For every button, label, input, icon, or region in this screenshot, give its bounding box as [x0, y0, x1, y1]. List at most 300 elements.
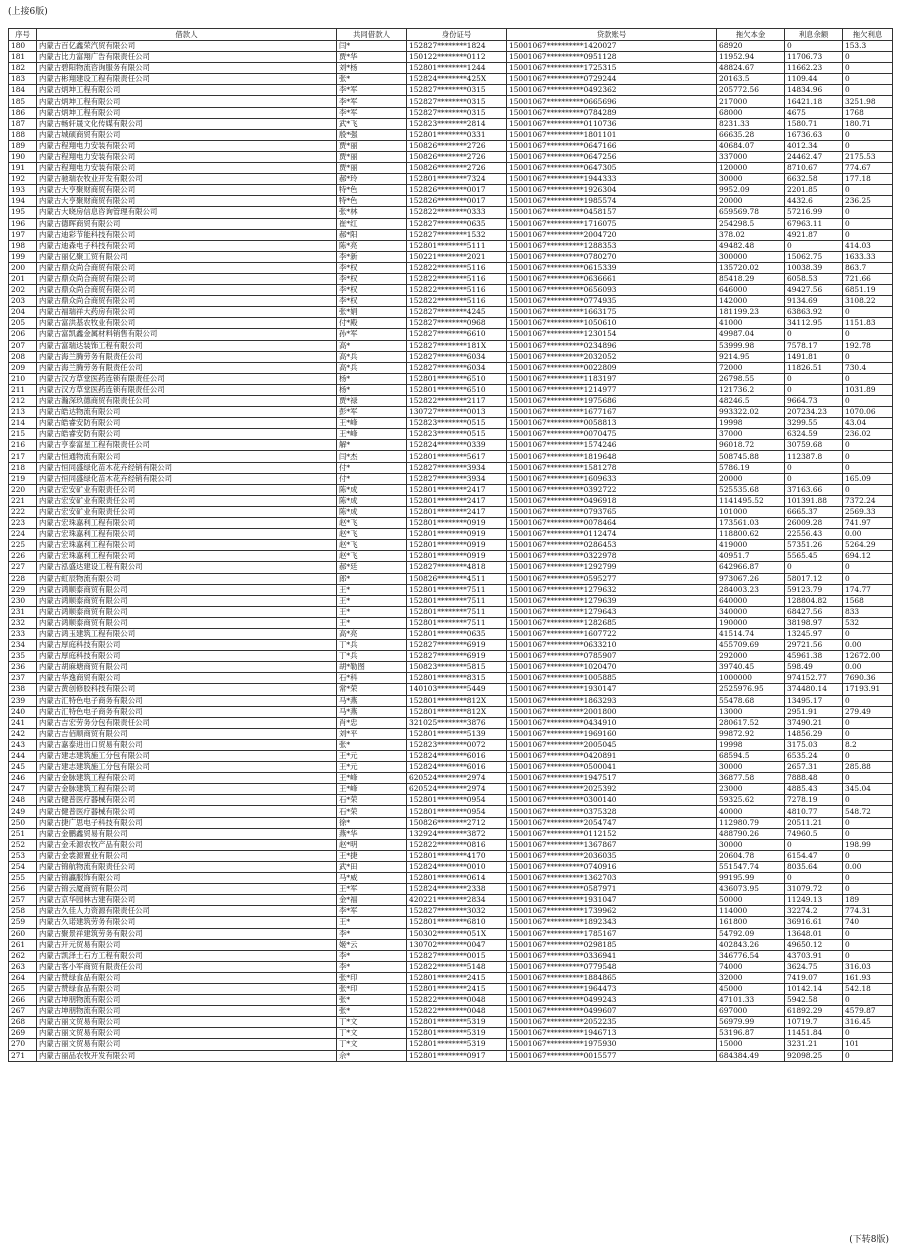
table-row — [9, 373, 893, 384]
cell-seq: 260 — [9, 928, 37, 939]
cell-seq: 218 — [9, 462, 37, 473]
cell-overdue-interest: 285.88 — [843, 762, 893, 773]
cell-overdue-interest: 12672.00 — [843, 651, 893, 662]
cell-overdue-interest: 316.45 — [843, 1017, 893, 1028]
cell-overdue-principal: 697000 — [717, 1006, 785, 1017]
cell-overdue-interest: 279.49 — [843, 706, 893, 717]
table-row — [9, 63, 893, 74]
cell-id-number: 152822********0048 — [407, 1006, 507, 1017]
cell-borrower: 内蒙古海兰腾劳务有限责任公司 — [37, 362, 337, 373]
cell-loan-account: 15001067**********1005885 — [507, 673, 717, 684]
cell-co-borrower: 丁*文 — [337, 1017, 407, 1028]
table-row — [9, 906, 893, 917]
cell-borrower: 内蒙古丽文贸易有限公司 — [37, 1028, 337, 1039]
cell-interest-balance: 7578.17 — [785, 340, 843, 351]
table-row — [9, 74, 893, 85]
cell-overdue-interest: 542.18 — [843, 983, 893, 994]
cell-overdue-interest: 1768 — [843, 107, 893, 118]
cell-seq: 229 — [9, 584, 37, 595]
table-row — [9, 240, 893, 251]
table-row — [9, 817, 893, 828]
cell-id-number: 152827********0968 — [407, 318, 507, 329]
table-row — [9, 1039, 893, 1050]
cell-id-number: 152801********5319 — [407, 1017, 507, 1028]
cell-overdue-interest: 8.2 — [843, 739, 893, 750]
cell-seq: 237 — [9, 673, 37, 684]
cell-id-number: 152827********6610 — [407, 329, 507, 340]
cell-loan-account: 15001067**********2004720 — [507, 229, 717, 240]
cell-seq: 204 — [9, 307, 37, 318]
cell-co-borrower: 特*色 — [337, 185, 407, 196]
cell-co-borrower: 石*荣 — [337, 806, 407, 817]
cell-seq: 270 — [9, 1039, 37, 1050]
cell-id-number: 152823********0072 — [407, 739, 507, 750]
cell-borrower: 内蒙古华逸商贸有限公司 — [37, 673, 337, 684]
cell-overdue-interest: 236.02 — [843, 429, 893, 440]
cell-overdue-principal: 280617.52 — [717, 717, 785, 728]
cell-overdue-principal: 161800 — [717, 917, 785, 928]
cell-interest-balance: 43703.91 — [785, 950, 843, 961]
cell-id-number: 152827********0635 — [407, 218, 507, 229]
table-row — [9, 440, 893, 451]
cell-loan-account: 15001067**********1607722 — [507, 628, 717, 639]
cell-overdue-interest: 0 — [843, 695, 893, 706]
cell-interest-balance: 9134.69 — [785, 296, 843, 307]
cell-seq: 266 — [9, 995, 37, 1006]
table-row — [9, 518, 893, 529]
cell-seq: 184 — [9, 85, 37, 96]
cell-overdue-principal: 254298.5 — [717, 218, 785, 229]
cell-seq: 232 — [9, 617, 37, 628]
cell-overdue-interest: 833 — [843, 606, 893, 617]
cell-id-number: 152826********0017 — [407, 185, 507, 196]
cell-overdue-principal: 9214.95 — [717, 351, 785, 362]
cell-overdue-interest: 192.78 — [843, 340, 893, 351]
cell-loan-account: 15001067**********1716075 — [507, 218, 717, 229]
cell-loan-account: 15001067**********1975930 — [507, 1039, 717, 1050]
cell-co-borrower: 李*军 — [337, 906, 407, 917]
cell-co-borrower: 郎* — [337, 573, 407, 584]
cell-overdue-interest: 1568 — [843, 595, 893, 606]
cell-borrower: 内蒙古宏珠嘉利工程有限公司 — [37, 529, 337, 540]
cell-overdue-principal: 20000 — [717, 473, 785, 484]
cell-borrower: 内蒙古百亿鑫荣汽贸有限公司 — [37, 41, 337, 52]
table-row — [9, 96, 893, 107]
cell-co-borrower: 殷*强 — [337, 129, 407, 140]
cell-overdue-principal: 11952.94 — [717, 52, 785, 63]
cell-co-borrower: 高*亮 — [337, 628, 407, 639]
cell-borrower: 内蒙古锦瀛服饰有限公司 — [37, 873, 337, 884]
cell-co-borrower: 李*军 — [337, 107, 407, 118]
cell-overdue-principal: 48246.5 — [717, 396, 785, 407]
cell-overdue-principal: 118800.62 — [717, 529, 785, 540]
cell-co-borrower: 陈*亮 — [337, 240, 407, 251]
table-row — [9, 828, 893, 839]
cell-co-borrower: 王*峰 — [337, 784, 407, 795]
cell-id-number: 152801********7511 — [407, 617, 507, 628]
cell-loan-account: 15001067**********1050610 — [507, 318, 717, 329]
table-row — [9, 273, 893, 284]
table-row — [9, 795, 893, 806]
header-loan-account: 贷款账号 — [507, 29, 717, 41]
cell-overdue-principal: 402843.26 — [717, 939, 785, 950]
cell-seq: 269 — [9, 1028, 37, 1039]
cell-loan-account: 15001067**********1975686 — [507, 396, 717, 407]
cell-id-number: 140103********5449 — [407, 684, 507, 695]
cell-overdue-principal: 5786.19 — [717, 462, 785, 473]
cell-interest-balance: 58017.12 — [785, 573, 843, 584]
cell-borrower: 内蒙古锦航物流有限责任公司 — [37, 861, 337, 872]
cell-seq: 223 — [9, 518, 37, 529]
table-row — [9, 351, 893, 362]
table-body — [9, 41, 893, 1062]
cell-co-borrower: 胡*勒图 — [337, 662, 407, 673]
table-row — [9, 928, 893, 939]
cell-borrower: 内蒙古金鹏鑫贸易有限公司 — [37, 828, 337, 839]
cell-interest-balance: 13245.97 — [785, 628, 843, 639]
table-row — [9, 118, 893, 129]
table-row — [9, 229, 893, 240]
cell-borrower: 内蒙古京华园林古建有限公司 — [37, 895, 337, 906]
table-row — [9, 873, 893, 884]
cell-interest-balance: 31079.72 — [785, 884, 843, 895]
cell-overdue-principal: 59325.62 — [717, 795, 785, 806]
cell-interest-balance: 1491.81 — [785, 351, 843, 362]
cell-borrower: 内蒙古富洪基农牧业有限公司 — [37, 318, 337, 329]
cell-overdue-interest: 0 — [843, 207, 893, 218]
cell-borrower: 内蒙古宏珠嘉利工程有限公司 — [37, 551, 337, 562]
table-row — [9, 462, 893, 473]
cell-overdue-interest: 6851.19 — [843, 285, 893, 296]
cell-id-number: 152801********7324 — [407, 174, 507, 185]
cell-seq: 221 — [9, 495, 37, 506]
cell-overdue-interest: 0 — [843, 484, 893, 495]
table-row — [9, 662, 893, 673]
cell-overdue-interest: 0 — [843, 628, 893, 639]
cell-seq: 228 — [9, 573, 37, 584]
cell-borrower: 内蒙古恒同盛绿化苗木花卉经销有限公司 — [37, 473, 337, 484]
cell-borrower: 内蒙古久佳人力资源有限责任公司 — [37, 906, 337, 917]
cell-seq: 193 — [9, 185, 37, 196]
cell-id-number: 152827********3032 — [407, 906, 507, 917]
cell-overdue-principal: 50000 — [717, 895, 785, 906]
cell-seq: 192 — [9, 174, 37, 185]
cell-overdue-interest: 0 — [843, 751, 893, 762]
cell-seq: 210 — [9, 373, 37, 384]
cell-loan-account: 15001067**********2052235 — [507, 1017, 717, 1028]
cell-interest-balance: 0 — [785, 839, 843, 850]
cell-borrower: 内蒙古黄创修胶科技有限公司 — [37, 684, 337, 695]
cell-overdue-interest: 0 — [843, 995, 893, 1006]
cell-overdue-interest: 3108.22 — [843, 296, 893, 307]
cell-loan-account: 15001067**********1609633 — [507, 473, 717, 484]
cell-overdue-interest: 0 — [843, 129, 893, 140]
cell-borrower: 内蒙古迪彩节能科技有限公司 — [37, 229, 337, 240]
cell-seq: 197 — [9, 229, 37, 240]
cell-overdue-principal: 54792.09 — [717, 928, 785, 939]
cell-borrower: 内蒙古大晓房信息咨询管理有限公司 — [37, 207, 337, 218]
cell-seq: 265 — [9, 983, 37, 994]
cell-interest-balance: 598.49 — [785, 662, 843, 673]
cell-id-number: 152801********5139 — [407, 728, 507, 739]
cell-id-number: 321025********3876 — [407, 717, 507, 728]
cell-co-borrower: 张*娟 — [337, 307, 407, 318]
cell-id-number: 152801********812X — [407, 706, 507, 717]
cell-interest-balance: 207234.23 — [785, 407, 843, 418]
cell-interest-balance: 11826.51 — [785, 362, 843, 373]
cell-overdue-principal: 378.02 — [717, 229, 785, 240]
cell-seq: 216 — [9, 440, 37, 451]
cell-overdue-interest: 7372.24 — [843, 495, 893, 506]
cell-seq: 256 — [9, 884, 37, 895]
table-row — [9, 429, 893, 440]
cell-seq: 231 — [9, 606, 37, 617]
cell-borrower: 内蒙古吉宏劳务分包有限责任公司 — [37, 717, 337, 728]
cell-interest-balance: 22556.43 — [785, 529, 843, 540]
cell-overdue-interest: 174.77 — [843, 584, 893, 595]
cell-id-number: 152801********0614 — [407, 873, 507, 884]
cell-co-borrower: 徐* — [337, 817, 407, 828]
cell-overdue-interest: 548.72 — [843, 806, 893, 817]
table-row — [9, 185, 893, 196]
table-row — [9, 573, 893, 584]
cell-loan-account: 15001067**********0322978 — [507, 551, 717, 562]
cell-co-borrower: 赵*飞 — [337, 540, 407, 551]
cell-interest-balance: 3624.75 — [785, 961, 843, 972]
cell-loan-account: 15001067**********0784289 — [507, 107, 717, 118]
cell-overdue-principal: 1000000 — [717, 673, 785, 684]
cell-seq: 262 — [9, 950, 37, 961]
cell-loan-account: 15001067**********0615339 — [507, 262, 717, 273]
cell-loan-account: 15001067**********0022809 — [507, 362, 717, 373]
cell-loan-account: 15001067**********0058813 — [507, 418, 717, 429]
cell-co-borrower: 常*荣 — [337, 684, 407, 695]
cell-overdue-principal: 646000 — [717, 285, 785, 296]
cell-interest-balance: 1580.71 — [785, 118, 843, 129]
cell-borrower: 内蒙古恒通物流有限公司 — [37, 451, 337, 462]
cell-overdue-interest: 0 — [843, 451, 893, 462]
cell-id-number: 152801********8315 — [407, 673, 507, 684]
cell-loan-account: 15001067**********1574246 — [507, 440, 717, 451]
cell-seq: 240 — [9, 706, 37, 717]
cell-overdue-interest: 345.04 — [843, 784, 893, 795]
cell-id-number: 152826********0017 — [407, 196, 507, 207]
cell-interest-balance: 63863.92 — [785, 307, 843, 318]
cell-borrower: 内蒙古汉方草堂医药连锁有限责任公司 — [37, 373, 337, 384]
cell-seq: 199 — [9, 251, 37, 262]
cell-seq: 214 — [9, 418, 37, 429]
cell-interest-balance: 10038.39 — [785, 262, 843, 273]
cell-id-number: 152822********5116 — [407, 285, 507, 296]
cell-overdue-interest: 316.03 — [843, 961, 893, 972]
cell-co-borrower: 丁*文 — [337, 1028, 407, 1039]
cell-interest-balance: 0 — [785, 873, 843, 884]
cell-co-borrower: 高* — [337, 340, 407, 351]
cell-interest-balance: 38198.97 — [785, 617, 843, 628]
cell-seq: 188 — [9, 129, 37, 140]
cell-overdue-principal: 20604.78 — [717, 850, 785, 861]
cell-loan-account: 15001067**********1969160 — [507, 728, 717, 739]
cell-loan-account: 15001067**********1279639 — [507, 595, 717, 606]
cell-seq: 251 — [9, 828, 37, 839]
cell-id-number: 152827********6919 — [407, 651, 507, 662]
cell-overdue-interest: 774.31 — [843, 906, 893, 917]
cell-seq: 227 — [9, 562, 37, 573]
cell-borrower: 内蒙古碧阳物流咨询服务有限公司 — [37, 63, 337, 74]
table-row — [9, 384, 893, 395]
cell-co-borrower: 李*军 — [337, 85, 407, 96]
cell-interest-balance: 0 — [785, 473, 843, 484]
table-row — [9, 340, 893, 351]
cell-seq: 258 — [9, 906, 37, 917]
cell-borrower: 内蒙古炳坤工程有限公司 — [37, 96, 337, 107]
cell-seq: 200 — [9, 262, 37, 273]
cell-loan-account: 15001067**********1947517 — [507, 773, 717, 784]
cell-seq: 234 — [9, 640, 37, 651]
cell-overdue-interest: 0.00 — [843, 861, 893, 872]
cell-co-borrower: 贾*禄 — [337, 396, 407, 407]
cell-overdue-principal: 68000 — [717, 107, 785, 118]
cell-loan-account: 15001067**********0793765 — [507, 506, 717, 517]
cell-interest-balance: 11451.84 — [785, 1028, 843, 1039]
cell-co-borrower: 李*权 — [337, 273, 407, 284]
cell-borrower: 内蒙古大亨聚财商贸有限公司 — [37, 185, 337, 196]
cell-seq: 246 — [9, 773, 37, 784]
cell-loan-account: 15001067**********0951128 — [507, 52, 717, 63]
cell-loan-account: 15001067**********0499607 — [507, 1006, 717, 1017]
cell-co-borrower: 李*权 — [337, 285, 407, 296]
cell-overdue-interest: 0 — [843, 396, 893, 407]
cell-co-borrower: 王*元 — [337, 751, 407, 762]
table-row — [9, 640, 893, 651]
cell-borrower: 内蒙古鼎众尚合商贸有限公司 — [37, 296, 337, 307]
cell-interest-balance: 1109.44 — [785, 74, 843, 85]
cell-co-borrower: 李* — [337, 961, 407, 972]
cell-interest-balance: 2951.91 — [785, 706, 843, 717]
cell-loan-account: 15001067**********0336941 — [507, 950, 717, 961]
table-row — [9, 1017, 893, 1028]
cell-interest-balance: 67963.11 — [785, 218, 843, 229]
cell-overdue-interest: 532 — [843, 617, 893, 628]
cell-overdue-principal: 99872.92 — [717, 728, 785, 739]
cell-borrower: 内蒙古皓睿安防有限公司 — [37, 429, 337, 440]
cell-seq: 211 — [9, 384, 37, 395]
cell-borrower: 内蒙古健普医疗器械有限公司 — [37, 795, 337, 806]
cell-loan-account: 15001067**********0496918 — [507, 495, 717, 506]
cell-loan-account: 15001067**********1964473 — [507, 983, 717, 994]
cell-overdue-principal: 53999.98 — [717, 340, 785, 351]
cell-borrower: 内蒙古健普医疗器械有限公司 — [37, 806, 337, 817]
table-row — [9, 773, 893, 784]
table-row — [9, 651, 893, 662]
cell-overdue-principal: 525535.68 — [717, 484, 785, 495]
cell-loan-account: 15001067**********0587971 — [507, 884, 717, 895]
table-row — [9, 1006, 893, 1017]
cell-overdue-principal: 217000 — [717, 96, 785, 107]
cell-borrower: 内蒙古程翔电力安装有限公司 — [37, 151, 337, 162]
cell-id-number: 152823********0515 — [407, 418, 507, 429]
cell-overdue-interest: 198.99 — [843, 839, 893, 850]
table-row — [9, 595, 893, 606]
cell-interest-balance: 6665.37 — [785, 506, 843, 517]
cell-loan-account: 15001067**********0636661 — [507, 273, 717, 284]
table-row — [9, 418, 893, 429]
cell-overdue-principal: 30000 — [717, 174, 785, 185]
table-row — [9, 950, 893, 961]
cell-interest-balance: 4921.87 — [785, 229, 843, 240]
cell-overdue-interest: 0.00 — [843, 529, 893, 540]
cell-overdue-principal: 205772.56 — [717, 85, 785, 96]
cell-interest-balance: 0 — [785, 384, 843, 395]
cell-borrower: 内蒙古福瑞祥大药房有限公司 — [37, 307, 337, 318]
cell-borrower: 内蒙古坤朋物流有限公司 — [37, 1006, 337, 1017]
cell-overdue-interest: 1070.06 — [843, 407, 893, 418]
table-row — [9, 473, 893, 484]
cell-id-number: 152801********0635 — [407, 628, 507, 639]
cell-borrower: 内蒙古久诺建筑劳务有限公司 — [37, 917, 337, 928]
cell-loan-account: 15001067**********0492362 — [507, 85, 717, 96]
cell-borrower: 内蒙古宏安矿业有限责任公司 — [37, 506, 337, 517]
cell-interest-balance: 0 — [785, 329, 843, 340]
cell-overdue-principal: 101000 — [717, 506, 785, 517]
cell-co-borrower: 赵*飞 — [337, 518, 407, 529]
table-row — [9, 362, 893, 373]
cell-overdue-principal: 39740.45 — [717, 662, 785, 673]
cell-co-borrower: 郝*廷 — [337, 562, 407, 573]
cell-borrower: 内蒙古建志建筑施工分包有限公司 — [37, 762, 337, 773]
table-row — [9, 451, 893, 462]
cell-id-number: 130727********0013 — [407, 407, 507, 418]
cell-interest-balance: 37490.21 — [785, 717, 843, 728]
cell-overdue-interest: 740 — [843, 917, 893, 928]
cell-loan-account: 15001067**********1892343 — [507, 917, 717, 928]
cell-seq: 180 — [9, 41, 37, 52]
header-row — [9, 29, 893, 41]
cell-seq: 185 — [9, 96, 37, 107]
cell-borrower: 内蒙古锦云厦商贸有限公司 — [37, 884, 337, 895]
cell-overdue-principal: 68594.5 — [717, 751, 785, 762]
cell-interest-balance: 3175.03 — [785, 739, 843, 750]
cell-id-number: 152801********1244 — [407, 63, 507, 74]
cell-borrower: 内蒙古金禾源农牧产品有限公司 — [37, 839, 337, 850]
continued-to-note: (下转8版) — [849, 1235, 889, 1245]
cell-loan-account: 15001067**********0015577 — [507, 1050, 717, 1061]
cell-co-borrower: 李* — [337, 928, 407, 939]
cell-loan-account: 15001067**********1725315 — [507, 63, 717, 74]
table-row — [9, 673, 893, 684]
cell-id-number: 150826********2726 — [407, 163, 507, 174]
cell-co-borrower: 王* — [337, 617, 407, 628]
cell-overdue-principal: 2525976.95 — [717, 684, 785, 695]
cell-seq: 206 — [9, 329, 37, 340]
cell-interest-balance: 0 — [785, 562, 843, 573]
cell-borrower: 内蒙古鸿顺泰商贸有限公司 — [37, 606, 337, 617]
cell-loan-account: 15001067**********0595277 — [507, 573, 717, 584]
cell-seq: 186 — [9, 107, 37, 118]
cell-overdue-principal: 346776.54 — [717, 950, 785, 961]
cell-id-number: 152801********5111 — [407, 240, 507, 251]
cell-overdue-principal: 99195.99 — [717, 873, 785, 884]
cell-id-number: 152801********5319 — [407, 1039, 507, 1050]
cell-overdue-principal: 1141495.52 — [717, 495, 785, 506]
cell-loan-account: 15001067**********0740916 — [507, 861, 717, 872]
cell-seq: 242 — [9, 728, 37, 739]
cell-interest-balance: 0 — [785, 41, 843, 52]
cell-co-borrower: 李*新 — [337, 251, 407, 262]
cell-loan-account: 15001067**********1819648 — [507, 451, 717, 462]
cell-borrower: 内蒙古鼎众尚合商贸有限公司 — [37, 273, 337, 284]
cell-overdue-principal: 112980.79 — [717, 817, 785, 828]
